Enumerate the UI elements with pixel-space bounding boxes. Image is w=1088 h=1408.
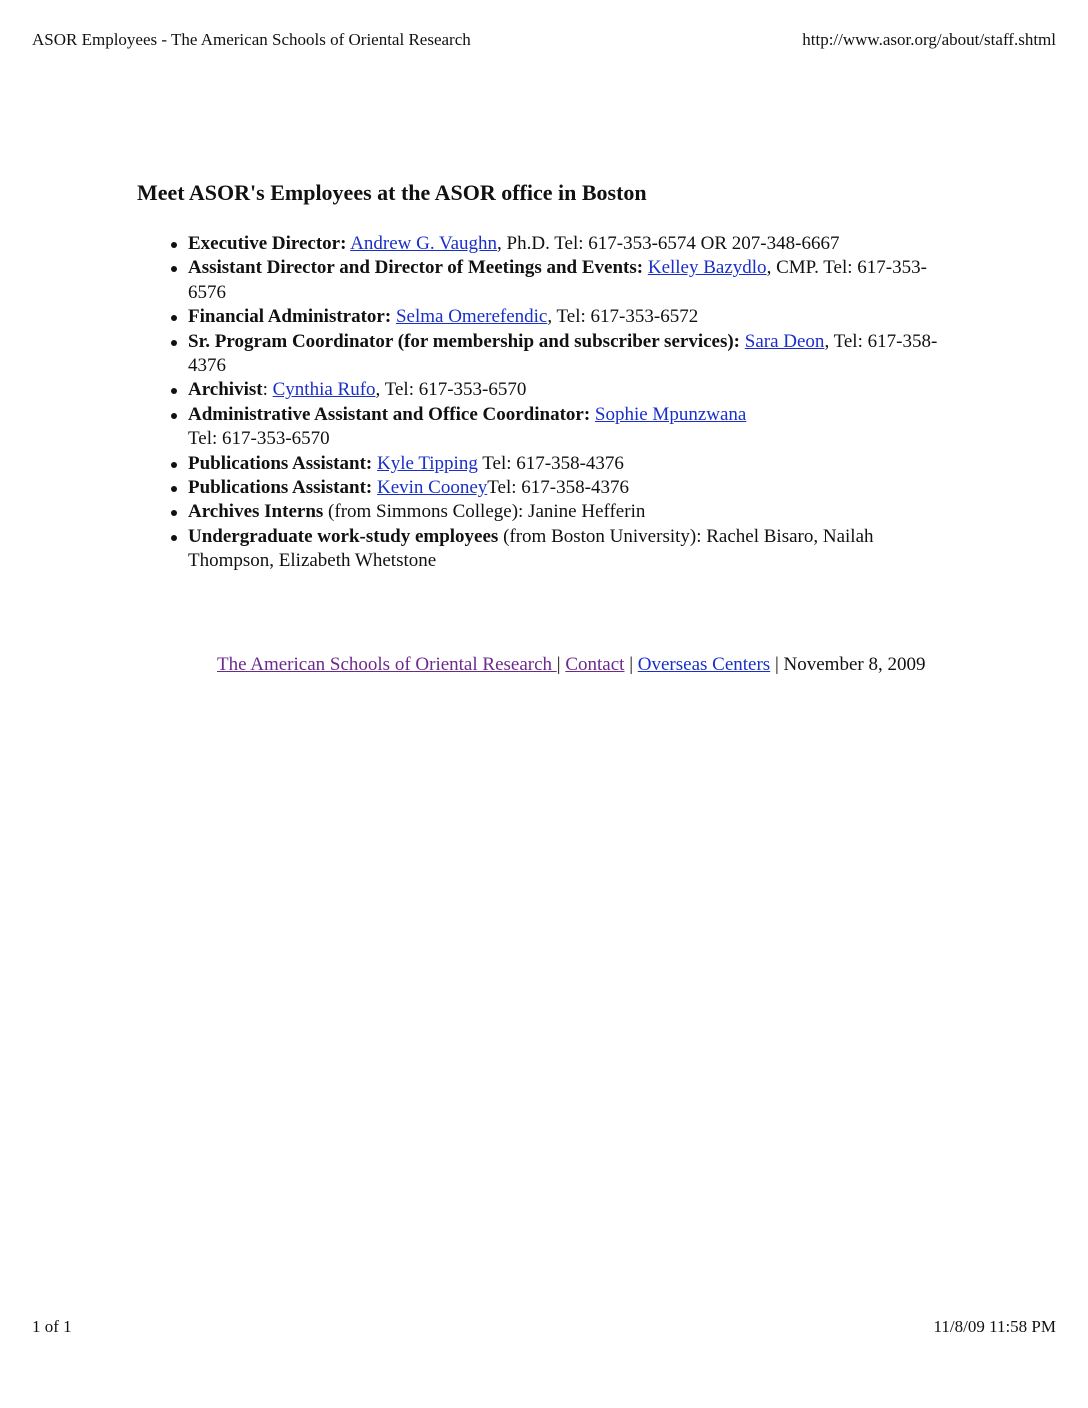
- staff-detail: , Ph.D. Tel: 617-353-6574 OR 207-348-6667: [497, 233, 840, 254]
- staff-name-link[interactable]: Sophie Mpunzwana: [594, 403, 747, 425]
- list-item: [188, 525, 948, 574]
- nav-separator: |: [624, 654, 638, 675]
- contact-link[interactable]: Contact: [565, 654, 625, 675]
- staff-detail: (from Boston University): Rachel Bisaro, Nailah Thompson, Elizabeth Whetstone: [188, 525, 874, 572]
- list-item: [188, 403, 948, 452]
- staff-detail: Tel: 617-353-6570: [188, 428, 330, 450]
- footer-date: | November 8, 2009: [770, 654, 926, 675]
- staff-role: Administrative Assistant and Office Coordinator:: [188, 403, 591, 425]
- home-link[interactable]: The American Schools of Oriental Research: [217, 654, 557, 675]
- list-item: [188, 452, 948, 476]
- page-heading: Meet ASOR's Employees at the ASOR office in Boston: [137, 180, 647, 205]
- print-header-title: ASOR Employees - The American Schools of Oriental Research: [32, 30, 471, 49]
- staff-name-link[interactable]: Cynthia Rufo: [272, 379, 376, 401]
- print-timestamp: 11/8/09 11:58 PM: [933, 1317, 1056, 1336]
- staff-detail: , Tel: 617-353-6570: [375, 379, 527, 401]
- staff-name-link[interactable]: Kelley Bazydlo: [647, 257, 767, 279]
- list-item: [188, 476, 948, 500]
- print-header-url: http://www.asor.org/about/staff.shtml: [802, 30, 1056, 49]
- nav-separator: |: [556, 654, 566, 675]
- list-item: [188, 256, 948, 305]
- staff-name-link[interactable]: Andrew G. Vaughn: [350, 233, 498, 254]
- staff-name-link[interactable]: Sara Deon: [744, 330, 825, 352]
- footer-nav: [217, 654, 925, 676]
- staff-name-link[interactable]: Selma Omerefendic: [395, 306, 548, 328]
- role-separator: :: [262, 379, 273, 401]
- staff-role: Publications Assistant:: [188, 452, 373, 474]
- page-count: 1 of 1: [32, 1317, 72, 1336]
- staff-role: Archivist: [188, 379, 263, 401]
- staff-detail: , Tel: 617-353-6572: [547, 306, 699, 328]
- staff-detail: , CMP. Tel: 617-353-6576: [188, 257, 927, 303]
- staff-role: Executive Director:: [188, 233, 347, 254]
- staff-role: Undergraduate work-study employees: [188, 525, 499, 547]
- list-item: [188, 305, 948, 329]
- staff-list: [188, 232, 948, 574]
- overseas-centers-link[interactable]: Overseas Centers: [637, 654, 771, 675]
- staff-role: Publications Assistant:: [188, 477, 373, 499]
- list-item: [188, 330, 948, 379]
- list-item: [188, 500, 948, 524]
- staff-detail: Tel: 617-358-4376: [477, 452, 624, 474]
- staff-detail: Tel: 617-358-4376: [487, 477, 629, 499]
- staff-role: Financial Administrator:: [188, 306, 392, 328]
- list-item: [188, 232, 948, 256]
- staff-role: Sr. Program Coordinator (for membership and subscriber services):: [188, 330, 741, 352]
- staff-role: Assistant Director and Director of Meetings and Events:: [188, 257, 644, 279]
- staff-name-link[interactable]: Kyle Tipping: [376, 452, 478, 474]
- staff-name-link[interactable]: Kevin Cooney: [376, 477, 488, 499]
- staff-detail: (from Simmons College): Janine Hefferin: [323, 501, 646, 523]
- staff-detail: , Tel: 617-358-4376: [188, 330, 938, 377]
- list-item: [188, 378, 948, 402]
- staff-role: Archives Interns: [188, 501, 324, 523]
